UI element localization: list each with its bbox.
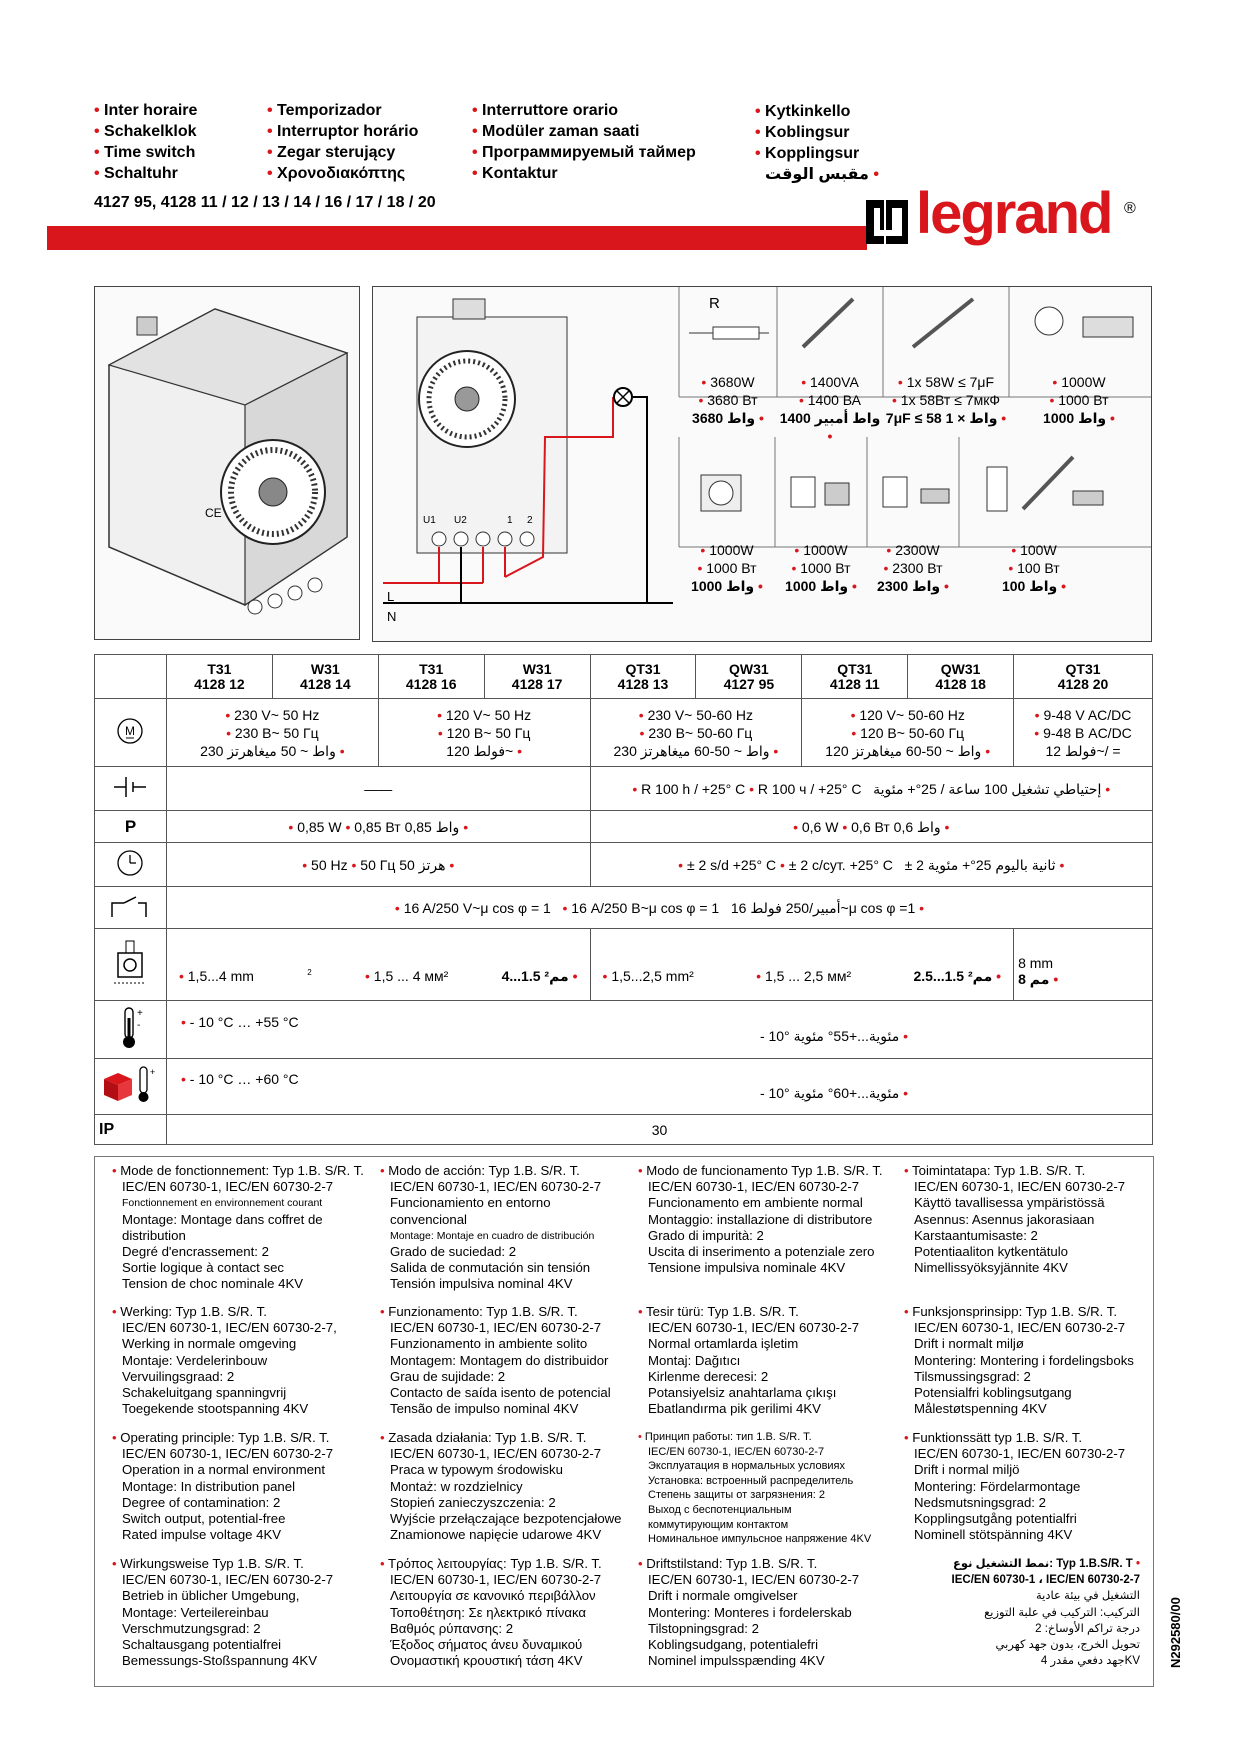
title-group-3 [472,100,696,184]
load-fluorescent: • 1400VA • 1400 ВА 1400 واط أمبير • [777,373,883,445]
legrand-logo-icon [864,196,912,248]
load-halogen-transformer: • 1000W • 1000 Вт 1000 واط • [775,541,867,595]
ip-label: IP [95,1115,167,1145]
wiring-row [95,929,1153,1001]
title-fr: • Inter horaire [94,100,197,121]
mode-block-fi: • Toimintatapa: Typ 1.B. S/R. T. IEC/EN 60730-1, IEC/EN 60730-2-7 Käyttö tavallisessa ympäristössä Asennus: Asennus jakorasiaan Karstaantumisaste: 2 Potentiaaliton kytkentätulo Nimellissyöksyjännite 4KV [904,1163,1125,1276]
operating-temp-row [95,1001,1153,1059]
divider [94,1156,1153,1157]
mode-block-tr: • Tesir türü: Typ 1.B. S/R. T. IEC/EN 60730-1, IEC/EN 60730-2-7 Normal ortamlarda işletim Montaj: Dağıtıcı Kirlenme derecesi: 2 Potansiyelsiz anahtarlama çıkışı Ebatlandırma pik gerilimi 4KV [638,1304,859,1417]
title-pt: • Interruptor horário [267,121,418,142]
device-illustration [95,287,359,639]
power-row [95,811,1153,843]
terminal-u2: U2 [454,515,467,526]
terminal-u1: U1 [423,515,436,526]
contact-icon [95,887,167,929]
header-cell: QT31 4128 11 [802,655,908,699]
title-de: • Schaltuhr [94,163,197,184]
registered-mark: ® [1124,200,1136,217]
terminal-2: 2 [527,515,533,526]
supply-row [95,699,1153,767]
load-compact-fluorescent: • 100W • 100 Вт 100 واط • [959,541,1109,595]
title-da: • Kontaktur [472,163,696,184]
title-group-4 [755,101,879,185]
svg-text:CE: CE [205,506,222,520]
load-halogen-electronic: • 2300W • 2300 Вт 2300 واط • [867,541,959,595]
line-label-n: N [387,609,397,624]
strip-length-label: 8 mm 8 مم • [1018,941,1148,988]
supply-cell: • 120 V~ 50 Hz • 120 В~ 50 Гц 120 فولط~ • [378,699,590,767]
spec-table [94,654,1153,1145]
mode-block-el: • Τρόπος λειτουργίας: Typ 1.B. S/R. T. IEC/EN 60730-1, IEC/EN 60730-2-7 Λειτουργία σε κανονικό περιβάλλον Τοποθέτηση: Σε ηλεκτρικό πίνακα Βαθμός ρύπανσης: 2 Έξοδος σήματος άνευ δυναμικού Ονομαστική κρουστική τάση 4KV [380,1556,602,1669]
mode-block-nl: • Werking: Typ 1.B. S/R. T. IEC/EN 60730-1, IEC/EN 60730-2-7, Werking in normale omgeving Montaje: Verdelerinbouw Vervuilingsgraad: 2 Schakeluitgang spanningvrij Toegekende stootspanning 4KV [112,1304,337,1417]
line-label-l: L [387,589,395,604]
header-red-bar [47,226,867,250]
header-cell: W31 4128 17 [484,655,590,699]
header-cell: T31 4128 12 [166,655,272,699]
title-pl: • Zegar sterujący [267,142,418,163]
title-nl: • Schakelklok [94,121,197,142]
storage-temp-row [95,1059,1153,1115]
mode-block-sv: • Funktionssätt typ 1.B. S/R. T. IEC/EN 60730-1, IEC/EN 60730-2-7 Drift i normal miljö Montering: Fördelarmontage Nedsmutsningsgrad: 2 Kopplingsutgång potentialfri Nominell stötspänning 4KV [904,1430,1125,1543]
strip-length-cell [1014,929,1153,1001]
mode-block-pt: • Funzionamento: Typ 1.B. S/R. T. IEC/EN 60730-1, IEC/EN 60730-2-7 Funzionamento in ambiente solito Montagem: Montagem do distribuidor Grau de sujidade: 2 Contacto de saída isento de potencial Tensão de impulso nominal 4KV [380,1304,611,1417]
mode-block-da: • Driftstilstand: Typ 1.B. S/R. T. IEC/EN 60730-1, IEC/EN 60730-2-7 Drift i normale omgivelser Montering: Monteres i fordelerskab Tilstopningsgrad: 2 Koblingsudgang, potentialefri Nominel impulsspænding 4KV [638,1556,859,1669]
load-resistive: • 3680W • 3680 Вт 3680 واط • [673,373,783,427]
mode-block-es: • Modo de acción: Typ 1.B. S/R. T. IEC/EN 60730-1, IEC/EN 60730-2-7 Funcionamiento en entorno convencional Montage: Montaje en cuadro de distribución Grado de suciedad: 2 Salida de conmutación sin tensión Tensión impulsiva nominal 4KV [380,1163,601,1293]
model-numbers: 4127 95, 4128 11 / 12 / 13 / 14 / 16 / 17 / 18 / 20 [94,194,436,211]
accuracy-row [95,843,1153,887]
mode-block-it: • Modo de funcionamento Typ 1.B. S/R. T. IEC/EN 60730-1, IEC/EN 60730-2-7 Funcionamento em ambiente normal Montaggio: installazione di distributore Grado di impurità: 2 Uscita di inserimento a potenziale zero Tensione impulsiva nominale 4KV [638,1163,883,1276]
accuracy-cell-a: • 50 Hz • 50 Гц 50 هرتز • [166,843,590,887]
title-sv: • Kopplingsur [755,143,879,164]
operating-temp-cell: • - 10 °C … +55 °C - 10° مئوية...+55° مئوية • [166,1001,1152,1059]
load-compensated-fluorescent: • 1x 58W ≤ 7μF • 1x 58Вт ≤ 7мкФ 7μF ≤ 58 واط × 1 • [883,373,1009,427]
reserve-row [95,767,1153,811]
power-cell-b: • 0,6 W • 0,6 Вт 0,6 واط • [590,811,1152,843]
divider [94,1686,1154,1687]
svg-text:+: + [150,1067,156,1077]
storage-temp-cell: • - 10 °C … +60 °C - 10° مئوية...+60° مئوية • [166,1059,1152,1115]
svg-text:-: - [137,1020,141,1031]
wiring-cell-b: • 1,5...2,5 mm² • 1,5 ... 2,5 мм² 2.5...1.5 مم² • [590,929,1014,1001]
supply-cell: • 230 V~ 50 Hz • 230 В~ 50 Гц 230 واط ~ 50 ميغاهرتز • [166,699,378,767]
terminal-1: 1 [507,515,513,526]
title-no: • Koblingsur [755,122,879,143]
storage-box-thermometer-icon [95,1059,167,1115]
document-number: N292580/00 [1168,1597,1183,1668]
svg-text:M: M [125,724,136,738]
mode-block-en: • Operating principle: Typ 1.B. S/R. T. IEC/EN 60730-1, IEC/EN 60730-2-7 Operation in a normal environment Montage: In distribution panel Degree of contamination: 2 Switch output, potential-free Rated impulse voltage 4KV [112,1430,333,1543]
supply-cell: • 9-48 V AC/DC • 9-48 В AC/DC 12 فولط~/ = [1014,699,1153,767]
load-motor: • 1000W • 1000 Вт 1000 واط • [679,541,775,595]
breaking-capacity-cell: • 16 A/250 V~μ cos φ = 1 • 16 A/250 B~μ cos φ = 1 16 أمبير/250 فولط~μ cos φ =1 • [166,887,1152,929]
table-header-row [95,655,1153,699]
header-cell: W31 4128 14 [272,655,378,699]
product-image-box [94,286,360,640]
mode-block-no: • Funksjonsprinsipp: Typ 1.B. S/R. T. IEC/EN 60730-1, IEC/EN 60730-2-7 Drift i normalt miljø Montering: Montering i fordelingsboks Tilsmussingsgrad: 2 Potensialfri koblingsutgang Målestøtspenning 4KV [904,1304,1134,1417]
power-label: P [95,811,167,843]
divider [94,1156,95,1686]
header-cell: T31 4128 16 [378,655,484,699]
title-ar: مقبس الوقت • [755,164,879,185]
title-en: • Time switch [94,142,197,163]
reserve-cell: • R 100 h / +25° C • R 100 ч / +25° C إحتياطي تشغيل 100 ساعة / 25°+ مئوية • [590,767,1152,811]
thermometer-icon [95,1001,167,1059]
ip-row [95,1115,1153,1145]
title-ru: • Программируемый таймер [472,142,696,163]
title-el: • Χρονοδιακόπτης [267,163,418,184]
mode-block-ru: • Принцип работы: тип 1.B. S/R. T. IEC/EN 60730-1, IEC/EN 60730-2-7 Эксплуатация в нормальных условиях Установка: встроенный распределитель Степень защиты от загрязнения: 2 Выход с беспотенциальным коммутирующим контактом Номинальное импульсное напряжение 4KV [638,1430,871,1547]
power-cell-a: • 0,85 W • 0,85 Вт 0,85 واط • [166,811,590,843]
title-it: • Interruttore orario [472,100,696,121]
load-incandescent: • 1000W • 1000 Вт 1000 واط • [1009,373,1149,427]
supply-cell: • 120 V~ 50-60 Hz • 120 В~ 50-60 Гц 120 واط ~ 50-60 ميغاهرتز • [802,699,1014,767]
battery-icon [95,767,167,811]
title-group-1 [94,100,197,184]
header-cell: QW31 4127 95 [696,655,802,699]
supply-cell: • 230 V~ 50-60 Hz • 230 В~ 50-60 Гц 230 واط ~ 50-60 ميغاهرتز • [590,699,802,767]
svg-text:+: + [137,1008,144,1019]
mode-block-pl: • Zasada działania: Typ 1.B. S/R. T. IEC/EN 60730-1, IEC/EN 60730-2-7 Praca w typowym środowisku Montaż: w rozdzielnicy Stopień zanieczyszczenia: 2 Wyjście przełączające bezpotencjałowe Znamionowe napięcie udarowe 4KV [380,1430,622,1543]
wiring-diagram-box [372,286,1152,642]
mode-block-de: • Wirkungsweise Typ 1.B. S/R. T. IEC/EN 60730-1, IEC/EN 60730-2-7 Betrieb in üblicher Umgebung, Montage: Verteilereinbau Verschmutzungsgrad: 2 Schaltausgang potentialfrei Bemessungs-Stoßspannung 4KV [112,1556,333,1669]
terminal-screw-icon [95,929,167,1001]
accuracy-cell-b: • ± 2 s/d +25° C • ± 2 c/сут. +25° C ± 2 ثانية باليوم 25°+ مئوية • [590,843,1152,887]
header-cell: QT31 4128 20 [1014,655,1153,699]
title-group-2 [267,100,418,184]
motor-icon [95,699,167,767]
clock-icon [95,843,167,887]
header-cell: QW31 4128 18 [908,655,1014,699]
brand-name: legrand [916,181,1112,246]
wiring-cell-a: • 1,5...4 mm 2 • 1,5 ... 4 мм² 4...1.5 مم² • [166,929,590,1001]
title-fi: • Kytkinkello [755,101,879,122]
mode-block-ar: نمط التشغيل نوع: Typ 1.B.S/R. T • IEC/EN 60730-1 ، IEC/EN 60730-2-7 التشغيل في بيئة عادية التركيب: التركيب في علبة التوزيع درجة تراكم الأوساخ: 2 تحويل الخرج، بدون جهد كهربي جهد دفعي مقدر 4KV [900,1556,1140,1669]
divider [1153,1156,1154,1686]
breaking-row [95,887,1153,929]
ip-value: 30 [166,1115,1152,1145]
title-tr: • Modüler zaman saati [472,121,696,142]
header-cell: QT31 4128 13 [590,655,696,699]
resistor-label: R [709,295,720,312]
reserve-none-cell: —— [166,767,590,811]
mode-block-fr: • Mode de fonctionnement: Typ 1.B. S/R. T. IEC/EN 60730-1, IEC/EN 60730-2-7 Fonctionnement en environnement courant Montage: Montage dans coffret de distribution Degré d'encrassement: 2 Sortie logique à contact sec Tension de choc nominale 4KV [112,1163,364,1293]
title-es: • Temporizador [267,100,418,121]
